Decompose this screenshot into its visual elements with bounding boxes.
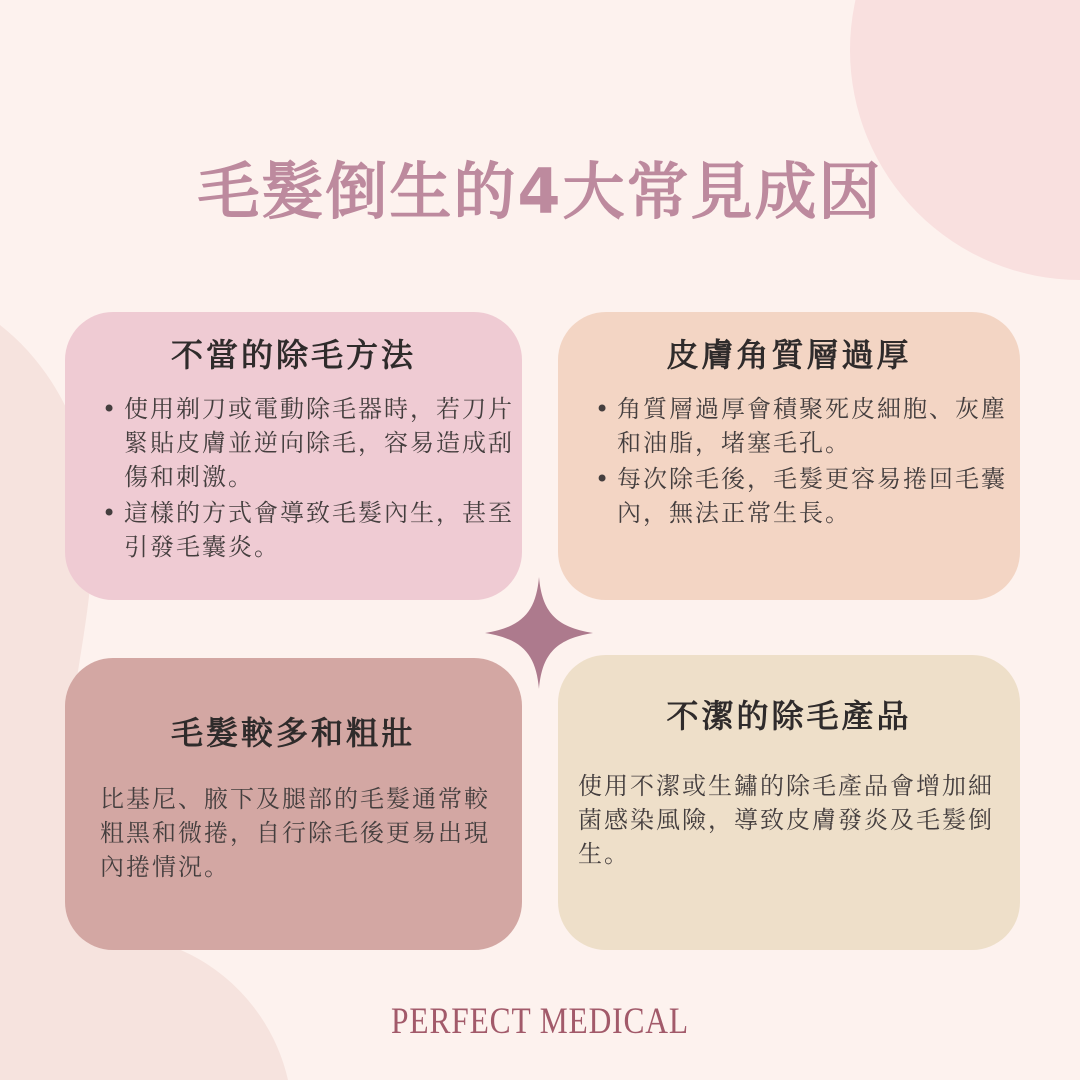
card-bullet-list [98, 392, 516, 564]
card-title: 不潔的除毛產品 [666, 697, 912, 735]
card-title: 不當的除毛方法 [170, 336, 416, 374]
card-thick-stratum-corneum [558, 312, 1020, 600]
brand-logo: PERFECT MEDICAL [391, 1001, 689, 1042]
card-paragraph: 比基尼、腋下及腿部的毛髮通常較粗黑和微捲，自行除毛後更易出現內捲情況。 [100, 785, 490, 881]
bullet-item: • 角質層過厚會積聚死皮細胞、灰塵和油脂，堵塞毛孔。 [591, 392, 1014, 460]
bullet-item: • 使用剃刀或電動除毛器時，若刀片緊貼皮膚並逆向除毛，容易造成刮傷和刺激。 [98, 392, 516, 494]
page-title: 毛髮倒生的4大常見成因 [197, 155, 883, 228]
card-bullet-list [591, 392, 1014, 530]
card-improper-hair-removal [65, 312, 522, 600]
bullet-item: • 每次除毛後，毛髮更容易捲回毛囊內，無法正常生長。 [591, 462, 1014, 530]
background-blob-top-right [850, 0, 1080, 280]
card-paragraph: 使用不潔或生鏽的除毛產品會增加細菌感染風險，導致皮膚發炎及毛髮倒生。 [578, 772, 994, 868]
card-title: 毛髮較多和粗壯 [170, 714, 416, 752]
card-title: 皮膚角質層過厚 [666, 336, 912, 374]
bullet-item: • 這樣的方式會導致毛髮內生，甚至引發毛囊炎。 [98, 496, 516, 564]
card-unclean-removal-products [558, 655, 1020, 950]
card-thick-abundant-hair [65, 658, 522, 950]
